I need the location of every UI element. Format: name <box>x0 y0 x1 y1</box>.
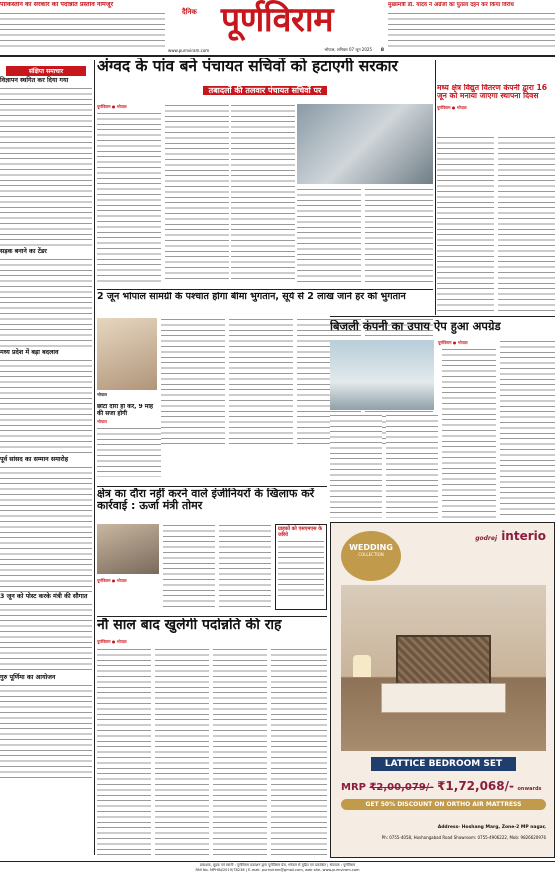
bottom-story-text-a <box>97 648 151 856</box>
ad-bed-headboard <box>396 635 491 685</box>
ad-price-row <box>341 779 546 793</box>
right-story-text-b <box>498 136 555 312</box>
bottom-story-text-d <box>271 648 327 856</box>
right-story <box>437 84 555 314</box>
power-story-text-a <box>330 414 382 518</box>
footer-line1: प्रकाशक, मुद्रक एवं स्वामी : पूर्णविराम प्रकाशन द्वारा पूर्णविराम प्रेस, भोपाल से मुद्रित एवं प्रकाशित | संपादक : पूर्णविराम <box>199 863 356 867</box>
ad-address: Address- Hoshang Marg, Zone-2 MP nagar, <box>437 825 546 830</box>
lead-headline: अंग्वद के पांव बने पंचायत सचिवों को हटाएगी सरकार <box>97 58 398 75</box>
power-story-text-b <box>386 414 438 518</box>
power-story-byline: पूर्णविराम ● भोपाल <box>438 340 468 345</box>
minister-story-text-a <box>163 524 215 610</box>
minister-story-headline: क्षेत्र का दौरा नहीं करने वाले इंजीनियरों के खिलाफ करें कार्रवाई : ऊर्जा मंत्री तोमर <box>97 488 315 513</box>
ad-badge-sub: COLLECTION <box>358 552 384 557</box>
right-story-headline: मध्य क्षेत्र विद्युत वितरण कंपनी द्वारा 16 जून को मनाया जाएगा स्थापना दिवस <box>437 84 548 101</box>
bottom-story-top-rule <box>97 616 327 617</box>
ad-offer: GET 50% DISCOUNT ON ORTHO AIR MATTRESS <box>341 799 546 810</box>
left-item4-text <box>0 466 92 592</box>
bottom-story-text-c <box>213 648 267 856</box>
power-story-top-rule <box>330 316 555 317</box>
ad-lamp <box>353 655 371 677</box>
news2-photo <box>97 318 157 390</box>
left-column-divider <box>94 60 95 855</box>
ad-mrp-new: ₹1,72,068/- <box>437 779 514 793</box>
lead-text-col1 <box>97 112 161 282</box>
lead-text-col5 <box>365 188 433 282</box>
ad-bedroom-image <box>341 585 546 751</box>
masthead-rule <box>0 55 555 57</box>
lead-text-col4 <box>297 188 361 282</box>
top-left-text <box>0 12 165 48</box>
lead-photo <box>297 104 433 184</box>
footer <box>0 863 555 882</box>
minister-story-byline: पूर्णविराम ● भोपाल <box>97 578 127 583</box>
left-item1-head: विज्ञापन स्थगित कर दिया गया <box>0 77 69 84</box>
masthead-website: www.purnviram.com <box>168 48 210 53</box>
power-story-text-d <box>500 340 555 518</box>
ad-brand-prefix: godrej <box>475 535 497 542</box>
lead-headline-box <box>97 58 433 98</box>
left-section-head: संक्षिप्त समाचार <box>6 66 86 76</box>
ad-product-name: LATTICE BEDROOM SET <box>371 757 516 771</box>
right-story-text-a <box>437 136 494 312</box>
right-story-byline: पूर्णविराम ● भोपाल <box>437 104 467 110</box>
masthead-date: भोपाल, शनिवार 07 जून 2025 <box>324 47 372 52</box>
footer-line2: RNI No. MPHIN/2019/78236 | E-mail: purnviram@gmail.com, web site- www.purnviram.com <box>195 868 360 872</box>
minister-story-box-text <box>278 540 324 600</box>
left-item2-head: सड़क बनाने का टेंडर <box>0 247 47 255</box>
ad-brand-name: interio <box>501 529 546 543</box>
power-story-text-c <box>442 348 496 518</box>
ad-badge <box>341 531 401 581</box>
lead-body <box>97 104 433 284</box>
minister-story-box <box>275 524 327 610</box>
ad-phone: Ph: 0755-4058, Hoshangabad Road Showroom: 0755-4906222, Mob: 9826620976 <box>381 835 546 840</box>
left-item1-text <box>0 87 92 247</box>
news2-photo-caption: भोपाल <box>97 392 107 397</box>
news3-headline: छोटा दौरा ही करें, 9 माह की सजा होगी <box>97 404 154 417</box>
ad-mrp-old: ₹2,00,079/- <box>369 782 434 793</box>
left-item5-text <box>0 603 92 673</box>
lead-text-col3 <box>231 104 295 282</box>
news2-headline: 2 जून भोपाल सामग्री के पश्चात होगा बीमा भुगतान, सूर्य से 2 लाख जानें हर को भुगतान <box>97 292 406 302</box>
lead-subhead <box>97 78 433 97</box>
news2-top-rule <box>97 289 433 290</box>
news3 <box>97 404 161 484</box>
lead-byline: पूर्णविराम ● भोपाल <box>97 104 127 109</box>
bottom-story-headline: नौ साल बाद खुलेगी पदोन्नति की राह <box>97 618 282 633</box>
ad-mrp-suffix: onwards <box>517 786 542 792</box>
bottom-story-text-b <box>155 648 209 856</box>
furniture-ad <box>330 522 555 858</box>
left-item4-head: पूर्व सांसद का सम्मान समारोह <box>0 455 69 463</box>
news2-text-b <box>229 318 293 448</box>
minister-story-box-head: ग्राहकों को एसएमएस के जरिये <box>278 526 323 538</box>
left-item6-text <box>0 684 92 780</box>
ad-badge-title: WEDDING <box>349 543 393 552</box>
left-item6-head: गुरु पूर्णिमा का आयोजन <box>0 673 56 681</box>
minister-story-top-rule <box>97 486 327 487</box>
top-right-headline: मुख्यमंत्री डॉ. यादव ने अंग्रेजों का पुतला दहन कर किया विरोध <box>388 2 514 8</box>
left-item5-head: 3 जून को पोस्ट करके मंत्री की सौगात <box>0 592 88 600</box>
left-column <box>0 60 92 860</box>
top-right-text <box>388 12 555 50</box>
power-story-headline: बिजली कंपनी का उपाय ऐप हुआ अपग्रेड <box>330 320 501 333</box>
masthead-page-number: 8 <box>380 48 384 53</box>
bottom-story-byline: पूर्णविराम ● भोपाल <box>97 639 127 645</box>
news3-byline: भोपाल <box>97 419 107 425</box>
minister-story-text-b <box>219 524 271 610</box>
ad-bed-mattress <box>381 683 506 713</box>
ad-mrp-label: MRP <box>341 782 366 793</box>
footer-rule <box>0 861 555 862</box>
left-item2-text <box>0 258 92 348</box>
news3-text <box>97 427 161 477</box>
lead-subhead-text: तबादलों की तलवार पंचायत सचिवों पर <box>203 86 328 95</box>
ad-brand <box>475 529 546 543</box>
masthead <box>168 0 386 55</box>
left-item3-text <box>0 359 92 455</box>
minister-story-photo <box>97 524 159 574</box>
right-story-divider <box>435 60 436 315</box>
bottom-story <box>97 618 327 858</box>
power-story-photo <box>330 340 434 410</box>
minister-story <box>97 488 327 613</box>
left-item3-head: मध्य प्रदेश में बड़ा बदलाव <box>0 348 59 356</box>
news2-text-a <box>161 318 225 448</box>
top-left-headline: पाकिस्तान को सरकार का पदोन्नति प्रस्ताव नामंजूर <box>0 2 114 8</box>
masthead-title: पूर्णविराम <box>220 0 334 40</box>
lead-text-col2 <box>165 104 229 282</box>
power-story <box>330 320 555 520</box>
masthead-prefix: दैनिक <box>182 8 197 16</box>
